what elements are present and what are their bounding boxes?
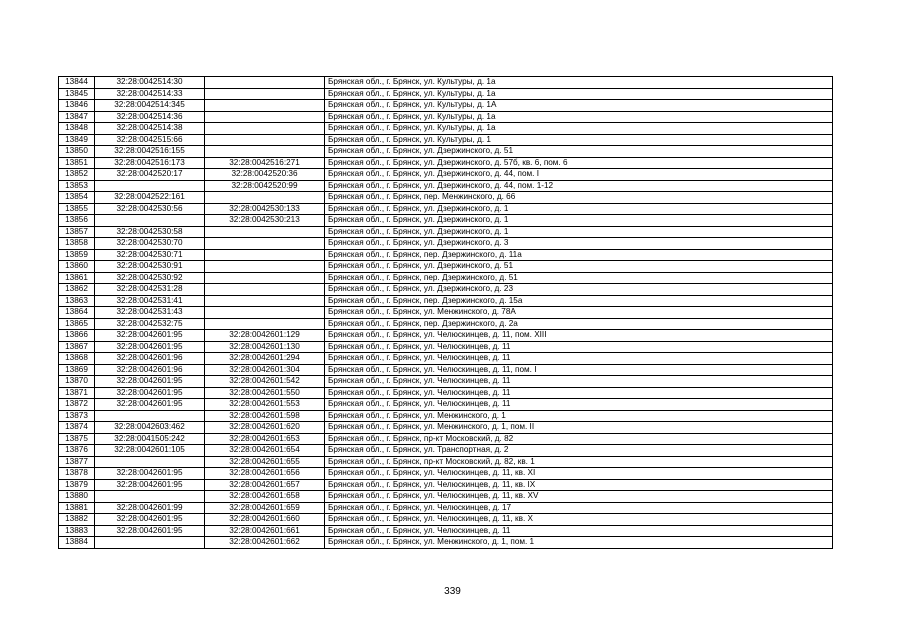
- cadastral-number-2-cell: [205, 226, 325, 238]
- row-number-cell: 13875: [59, 433, 95, 445]
- cadastral-number-cell: 32:28:0042530:56: [95, 203, 205, 215]
- address-cell: Брянская обл., г. Брянск, ул. Культуры, д. 1А: [325, 100, 833, 112]
- row-number-cell: 13860: [59, 261, 95, 273]
- row-number-cell: 13853: [59, 180, 95, 192]
- table-row: [59, 491, 833, 503]
- cadastral-number-cell: 32:28:0042603:462: [95, 422, 205, 434]
- cadastral-number-2-cell: 32:28:0042601:654: [205, 445, 325, 457]
- table-row: [59, 514, 833, 526]
- address-cell: Брянская обл., г. Брянск, ул. Челюскинцев, д. 11, кв. XI: [325, 468, 833, 480]
- cadastral-number-2-cell: [205, 318, 325, 330]
- address-cell: Брянская обл., г. Брянск, пер. Дзержинского, д. 11а: [325, 249, 833, 261]
- row-number-cell: 13879: [59, 479, 95, 491]
- table-row: [59, 318, 833, 330]
- table-row: [59, 215, 833, 227]
- row-number-cell: 13878: [59, 468, 95, 480]
- cadastral-number-2-cell: 32:28:0042601:659: [205, 502, 325, 514]
- cadastral-number-2-cell: [205, 146, 325, 158]
- cadastral-number-2-cell: 32:28:0042601:129: [205, 330, 325, 342]
- cadastral-number-2-cell: 32:28:0042601:657: [205, 479, 325, 491]
- table-row: [59, 100, 833, 112]
- row-number-cell: 13881: [59, 502, 95, 514]
- address-cell: Брянская обл., г. Брянск, ул. Дзержинского, д. 44, пом. I: [325, 169, 833, 181]
- table-row: [59, 249, 833, 261]
- address-cell: Брянская обл., г. Брянск, ул. Челюскинцев, д. 11: [325, 387, 833, 399]
- cadastral-number-cell: 32:28:0042601:95: [95, 387, 205, 399]
- table-row: [59, 502, 833, 514]
- cadastral-number-2-cell: 32:28:0042601:304: [205, 364, 325, 376]
- cadastral-number-2-cell: [205, 295, 325, 307]
- address-cell: Брянская обл., г. Брянск, ул. Дзержинского, д. 23: [325, 284, 833, 296]
- address-cell: Брянская обл., г. Брянск, пр-кт Московский, д. 82, кв. 1: [325, 456, 833, 468]
- address-cell: Брянская обл., г. Брянск, ул. Челюскинцев, д. 11: [325, 341, 833, 353]
- cadastral-number-2-cell: [205, 307, 325, 319]
- cadastral-number-cell: 32:28:0042601:95: [95, 399, 205, 411]
- cadastral-number-cell: 32:28:0042530:71: [95, 249, 205, 261]
- table-row: [59, 353, 833, 365]
- cadastral-number-2-cell: 32:28:0042520:36: [205, 169, 325, 181]
- cadastral-number-2-cell: [205, 238, 325, 250]
- cadastral-number-2-cell: 32:28:0042601:653: [205, 433, 325, 445]
- row-number-cell: 13866: [59, 330, 95, 342]
- table-row: [59, 192, 833, 204]
- row-number-cell: 13882: [59, 514, 95, 526]
- row-number-cell: 13856: [59, 215, 95, 227]
- cadastral-number-2-cell: 32:28:0042601:620: [205, 422, 325, 434]
- address-cell: Брянская обл., г. Брянск, ул. Челюскинцев, д. 17: [325, 502, 833, 514]
- cadastral-number-cell: [95, 456, 205, 468]
- row-number-cell: 13868: [59, 353, 95, 365]
- cadastral-number-2-cell: [205, 111, 325, 123]
- row-number-cell: 13854: [59, 192, 95, 204]
- cadastral-number-cell: 32:28:0042601:95: [95, 514, 205, 526]
- table-row: [59, 364, 833, 376]
- cadastral-number-2-cell: [205, 192, 325, 204]
- address-cell: Брянская обл., г. Брянск, ул. Культуры, д. 1а: [325, 77, 833, 89]
- table-row: [59, 180, 833, 192]
- row-number-cell: 13844: [59, 77, 95, 89]
- table-row: [59, 479, 833, 491]
- cadastral-number-2-cell: 32:28:0042601:658: [205, 491, 325, 503]
- table-row: [59, 123, 833, 135]
- table-row: [59, 456, 833, 468]
- address-cell: Брянская обл., г. Брянск, ул. Дзержинского, д. 51: [325, 261, 833, 273]
- cadastral-number-2-cell: 32:28:0042601:550: [205, 387, 325, 399]
- row-number-cell: 13865: [59, 318, 95, 330]
- address-cell: Брянская обл., г. Брянск, ул. Менжинского, д. 1, пом. II: [325, 422, 833, 434]
- address-cell: Брянская обл., г. Брянск, пер. Менжинского, д. 66: [325, 192, 833, 204]
- table-row: [59, 261, 833, 273]
- cadastral-number-cell: 32:28:0042514:36: [95, 111, 205, 123]
- table-row: [59, 77, 833, 89]
- cadastral-number-2-cell: 32:28:0042601:656: [205, 468, 325, 480]
- row-number-cell: 13883: [59, 525, 95, 537]
- cadastral-number-2-cell: 32:28:0042520:99: [205, 180, 325, 192]
- table-row: [59, 537, 833, 549]
- address-cell: Брянская обл., г. Брянск, ул. Дзержинского, д. 44, пом. 1-12: [325, 180, 833, 192]
- page-number: 339: [444, 586, 461, 597]
- table-row: [59, 433, 833, 445]
- address-cell: Брянская обл., г. Брянск, пр-кт Московский, д. 82: [325, 433, 833, 445]
- row-number-cell: 13846: [59, 100, 95, 112]
- address-cell: Брянская обл., г. Брянск, пер. Дзержинского, д. 2а: [325, 318, 833, 330]
- table-row: [59, 111, 833, 123]
- cadastral-number-2-cell: [205, 77, 325, 89]
- address-cell: Брянская обл., г. Брянск, ул. Челюскинцев, д. 11: [325, 525, 833, 537]
- row-number-cell: 13867: [59, 341, 95, 353]
- cadastral-number-cell: 32:28:0042516:155: [95, 146, 205, 158]
- table-row: [59, 422, 833, 434]
- cadastral-number-2-cell: 32:28:0042530:213: [205, 215, 325, 227]
- address-cell: Брянская обл., г. Брянск, ул. Дзержинского, д. 57б, кв. 6, пом. 6: [325, 157, 833, 169]
- table-row: [59, 226, 833, 238]
- table-row: [59, 399, 833, 411]
- cadastral-number-2-cell: 32:28:0042601:661: [205, 525, 325, 537]
- row-number-cell: 13872: [59, 399, 95, 411]
- address-cell: Брянская обл., г. Брянск, пер. Дзержинского, д. 15а: [325, 295, 833, 307]
- table-row: [59, 445, 833, 457]
- row-number-cell: 13850: [59, 146, 95, 158]
- cadastral-number-cell: 32:28:0042601:95: [95, 330, 205, 342]
- cadastral-number-cell: 32:28:0042522:161: [95, 192, 205, 204]
- table-row: [59, 284, 833, 296]
- cadastral-number-cell: 32:28:0042514:30: [95, 77, 205, 89]
- table-row: [59, 410, 833, 422]
- cadastral-number-2-cell: 32:28:0042601:130: [205, 341, 325, 353]
- cadastral-number-2-cell: [205, 249, 325, 261]
- address-cell: Брянская обл., г. Брянск, ул. Челюскинцев, д. 11: [325, 399, 833, 411]
- address-cell: Брянская обл., г. Брянск, ул. Челюскинцев, д. 11: [325, 376, 833, 388]
- address-cell: Брянская обл., г. Брянск, ул. Дзержинского, д. 3: [325, 238, 833, 250]
- address-cell: Брянская обл., г. Брянск, ул. Челюскинцев, д. 11, пом. XIII: [325, 330, 833, 342]
- address-cell: Брянская обл., г. Брянск, ул. Менжинского, д. 1: [325, 410, 833, 422]
- address-cell: Брянская обл., г. Брянск, ул. Челюскинцев, д. 11, кв. X: [325, 514, 833, 526]
- cadastral-number-2-cell: 32:28:0042601:553: [205, 399, 325, 411]
- cadastral-number-cell: 32:28:0042601:95: [95, 525, 205, 537]
- table-row: [59, 203, 833, 215]
- cadastral-number-cell: 32:28:0042601:105: [95, 445, 205, 457]
- table-row: [59, 387, 833, 399]
- cadastral-number-cell: 32:28:0042530:58: [95, 226, 205, 238]
- cadastral-number-cell: 32:28:0042514:345: [95, 100, 205, 112]
- address-cell: Брянская обл., г. Брянск, ул. Дзержинского, д. 1: [325, 215, 833, 227]
- cadastral-number-cell: [95, 180, 205, 192]
- table-row: [59, 376, 833, 388]
- cadastral-number-2-cell: [205, 134, 325, 146]
- cadastral-number-cell: 32:28:0042601:96: [95, 353, 205, 365]
- table-row: [59, 157, 833, 169]
- row-number-cell: 13848: [59, 123, 95, 135]
- address-cell: Брянская обл., г. Брянск, ул. Челюскинцев, д. 11: [325, 353, 833, 365]
- registry-body: [59, 77, 833, 549]
- cadastral-number-cell: 32:28:0042515:66: [95, 134, 205, 146]
- row-number-cell: 13862: [59, 284, 95, 296]
- address-cell: Брянская обл., г. Брянск, ул. Культуры, д. 1: [325, 134, 833, 146]
- address-cell: Брянская обл., г. Брянск, ул. Транспортная, д. 2: [325, 445, 833, 457]
- table-row: [59, 330, 833, 342]
- cadastral-number-2-cell: 32:28:0042601:598: [205, 410, 325, 422]
- address-cell: Брянская обл., г. Брянск, ул. Дзержинского, д. 1: [325, 203, 833, 215]
- row-number-cell: 13851: [59, 157, 95, 169]
- table-row: [59, 341, 833, 353]
- cadastral-number-cell: 32:28:0042601:95: [95, 376, 205, 388]
- cadastral-number-2-cell: 32:28:0042516:271: [205, 157, 325, 169]
- cadastral-number-2-cell: 32:28:0042601:662: [205, 537, 325, 549]
- row-number-cell: 13847: [59, 111, 95, 123]
- cadastral-number-cell: 32:28:0042601:95: [95, 341, 205, 353]
- cadastral-number-2-cell: [205, 88, 325, 100]
- cadastral-number-cell: 32:28:0042601:95: [95, 468, 205, 480]
- cadastral-number-2-cell: 32:28:0042601:655: [205, 456, 325, 468]
- address-cell: Брянская обл., г. Брянск, ул. Менжинского, д. 78А: [325, 307, 833, 319]
- cadastral-number-2-cell: [205, 100, 325, 112]
- row-number-cell: 13852: [59, 169, 95, 181]
- cadastral-number-cell: 32:28:0042531:43: [95, 307, 205, 319]
- cadastral-number-cell: 32:28:0042531:41: [95, 295, 205, 307]
- address-cell: Брянская обл., г. Брянск, ул. Челюскинцев, д. 11, кв. XV: [325, 491, 833, 503]
- cadastral-number-2-cell: [205, 123, 325, 135]
- table-row: [59, 169, 833, 181]
- row-number-cell: 13861: [59, 272, 95, 284]
- cadastral-number-2-cell: [205, 284, 325, 296]
- row-number-cell: 13855: [59, 203, 95, 215]
- row-number-cell: 13864: [59, 307, 95, 319]
- address-cell: Брянская обл., г. Брянск, ул. Дзержинского, д. 1: [325, 226, 833, 238]
- table-row: [59, 88, 833, 100]
- cadastral-number-cell: 32:28:0042530:91: [95, 261, 205, 273]
- cadastral-number-cell: [95, 537, 205, 549]
- table-row: [59, 525, 833, 537]
- cadastral-number-cell: 32:28:0042601:96: [95, 364, 205, 376]
- address-cell: Брянская обл., г. Брянск, ул. Культуры, д. 1а: [325, 111, 833, 123]
- cadastral-number-cell: 32:28:0042532:75: [95, 318, 205, 330]
- cadastral-number-cell: 32:28:0042601:95: [95, 479, 205, 491]
- cadastral-number-cell: [95, 410, 205, 422]
- cadastral-number-2-cell: [205, 261, 325, 273]
- cadastral-number-2-cell: 32:28:0042601:294: [205, 353, 325, 365]
- address-cell: Брянская обл., г. Брянск, ул. Культуры, д. 1а: [325, 88, 833, 100]
- row-number-cell: 13877: [59, 456, 95, 468]
- row-number-cell: 13859: [59, 249, 95, 261]
- table-row: [59, 307, 833, 319]
- address-cell: Брянская обл., г. Брянск, ул. Менжинского, д. 1, пом. 1: [325, 537, 833, 549]
- table-row: [59, 146, 833, 158]
- cadastral-number-cell: [95, 491, 205, 503]
- cadastral-number-cell: 32:28:0042514:33: [95, 88, 205, 100]
- row-number-cell: 13880: [59, 491, 95, 503]
- address-cell: Брянская обл., г. Брянск, пер. Дзержинского, д. 51: [325, 272, 833, 284]
- row-number-cell: 13884: [59, 537, 95, 549]
- row-number-cell: 13870: [59, 376, 95, 388]
- row-number-cell: 13857: [59, 226, 95, 238]
- cadastral-number-2-cell: [205, 272, 325, 284]
- cadastral-number-cell: 32:28:0042514:38: [95, 123, 205, 135]
- cadastral-number-2-cell: 32:28:0042601:542: [205, 376, 325, 388]
- registry-table: [58, 76, 833, 549]
- row-number-cell: 13845: [59, 88, 95, 100]
- address-cell: Брянская обл., г. Брянск, ул. Культуры, д. 1а: [325, 123, 833, 135]
- row-number-cell: 13873: [59, 410, 95, 422]
- row-number-cell: 13858: [59, 238, 95, 250]
- cadastral-number-cell: [95, 215, 205, 227]
- row-number-cell: 13874: [59, 422, 95, 434]
- address-cell: Брянская обл., г. Брянск, ул. Челюскинцев, д. 11, пом. I: [325, 364, 833, 376]
- row-number-cell: 13876: [59, 445, 95, 457]
- row-number-cell: 13849: [59, 134, 95, 146]
- row-number-cell: 13863: [59, 295, 95, 307]
- cadastral-number-cell: 32:28:0042531:28: [95, 284, 205, 296]
- row-number-cell: 13869: [59, 364, 95, 376]
- cadastral-number-cell: 32:28:0042516:173: [95, 157, 205, 169]
- cadastral-number-2-cell: 32:28:0042530:133: [205, 203, 325, 215]
- cadastral-number-cell: 32:28:0042520:17: [95, 169, 205, 181]
- table-row: [59, 295, 833, 307]
- cadastral-number-cell: 32:28:0042530:92: [95, 272, 205, 284]
- cadastral-number-cell: 32:28:0041505:242: [95, 433, 205, 445]
- table-row: [59, 238, 833, 250]
- cadastral-number-2-cell: 32:28:0042601:660: [205, 514, 325, 526]
- table-row: [59, 272, 833, 284]
- address-cell: Брянская обл., г. Брянск, ул. Дзержинского, д. 51: [325, 146, 833, 158]
- table-row: [59, 134, 833, 146]
- row-number-cell: 13871: [59, 387, 95, 399]
- cadastral-number-cell: 32:28:0042530:70: [95, 238, 205, 250]
- address-cell: Брянская обл., г. Брянск, ул. Челюскинцев, д. 11, кв. IX: [325, 479, 833, 491]
- cadastral-number-cell: 32:28:0042601:99: [95, 502, 205, 514]
- table-row: [59, 468, 833, 480]
